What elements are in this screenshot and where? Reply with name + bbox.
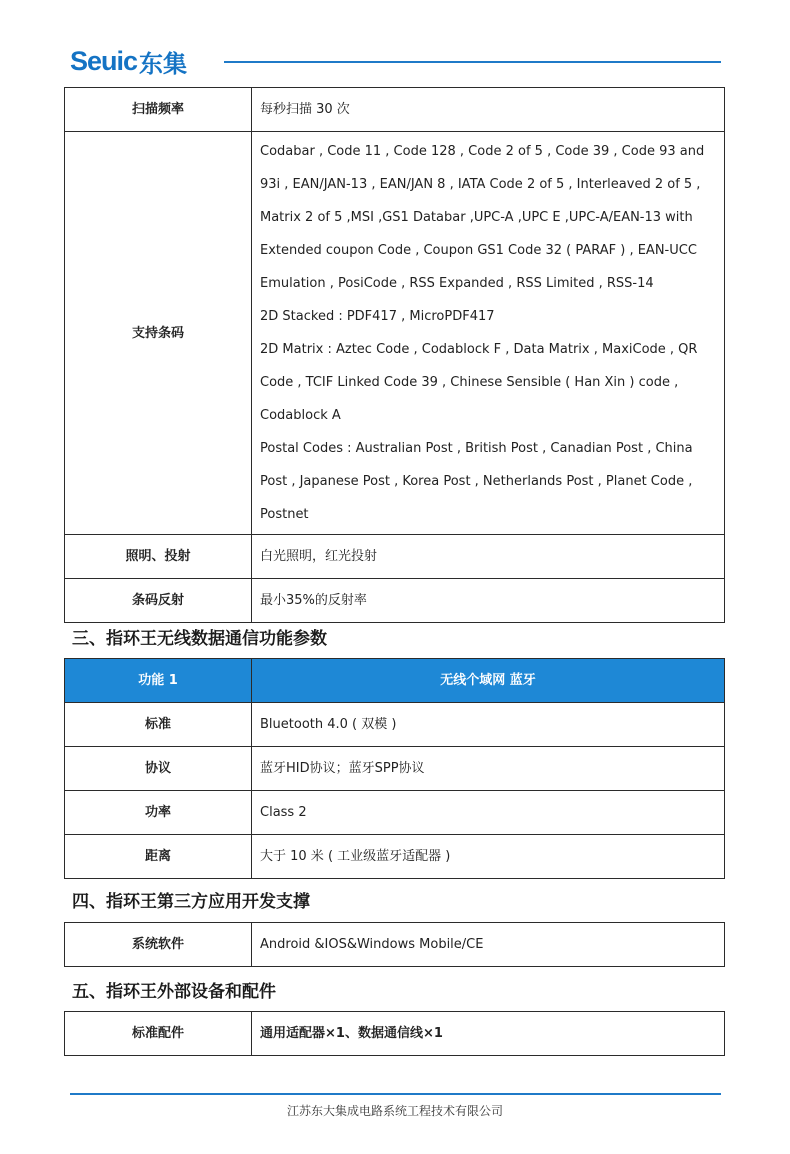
spec-value: 每秒扫描 30 次	[252, 88, 725, 132]
spec-key: 扫描频率	[65, 88, 252, 132]
table-row	[65, 1012, 725, 1056]
company-logo	[70, 44, 187, 78]
table-header-row	[65, 659, 725, 703]
spec-value: 大于 10 米 ( 工业级蓝牙适配器 )	[252, 835, 725, 879]
spec-value: 蓝牙HID协议；蓝牙SPP协议	[252, 747, 725, 791]
table-row	[65, 791, 725, 835]
header-key: 功能 1	[65, 659, 252, 703]
header-rule	[224, 61, 721, 63]
wireless-spec-table	[64, 658, 725, 879]
spec-key: 距离	[65, 835, 252, 879]
spec-key: 标准	[65, 703, 252, 747]
spec-key: 协议	[65, 747, 252, 791]
scan-spec-table	[64, 87, 725, 623]
logo-text-en: Seuic	[70, 45, 138, 76]
header-value: 无线个域网 蓝牙	[252, 659, 725, 703]
spec-key: 系统软件	[65, 923, 252, 967]
software-spec-table	[64, 922, 725, 967]
spec-value: 白光照明，红光投射	[252, 535, 725, 579]
footer-company-name: 江苏东大集成电路系统工程技术有限公司	[286, 1104, 503, 1118]
table-row	[65, 579, 725, 623]
table-row	[65, 703, 725, 747]
accessories-spec-table	[64, 1011, 725, 1056]
spec-key: 支持条码	[65, 132, 252, 535]
table-row	[65, 923, 725, 967]
spec-value: Codabar , Code 11 , Code 128 , Code 2 of 5 , Code 39 , Code 93 and 93i , EAN/JAN-13 , EAN/JAN 8 , IATA Code 2 of 5 , Interleaved 2 of 5 , Matrix 2 of 5 ,MSI ,GS1 Databar ,UPC-A ,UPC E ,UPC-A/EAN-13 with Extended coupon Code , Coupon GS1 Code 32 ( PARAF ) , EAN-UCC Emulation , PosiCode , RSS Expanded , RSS Limited , RSS-14 2D Stacked : PDF417 , MicroPDF417 2D Matrix : Aztec Code , Codablock F , Data Matrix , MaxiCode , QR Code , TCIF Linked Code 39 , Chinese Sensible ( Han Xin ) code , Codablock A Postal Codes : Australian Post , British Post , Canadian Post , China Post , Japanese Post , Korea Post , Netherlands Post , Planet Code , Postnet	[252, 132, 725, 535]
table-row	[65, 132, 725, 535]
section-title-accessories: 五、指环王外部设备和配件	[72, 982, 276, 1002]
footer-rule	[70, 1093, 721, 1095]
spec-key: 标准配件	[65, 1012, 252, 1056]
table-row	[65, 835, 725, 879]
spec-value: 通用适配器×1、数据通信线×1	[252, 1012, 725, 1056]
spec-key: 条码反射	[65, 579, 252, 623]
spec-value: Android &IOS&Windows Mobile/CE	[252, 923, 725, 967]
spec-value: Class 2	[252, 791, 725, 835]
spec-key: 照明、投射	[65, 535, 252, 579]
table-row	[65, 747, 725, 791]
spec-key: 功率	[65, 791, 252, 835]
table-row	[65, 535, 725, 579]
section-title-thirdparty: 四、指环王第三方应用开发支撑	[72, 892, 310, 912]
logo-text-cn: 东集	[139, 49, 188, 78]
spec-value: Bluetooth 4.0 ( 双模 )	[252, 703, 725, 747]
section-title-wireless: 三、指环王无线数据通信功能参数	[72, 629, 327, 649]
spec-value: 最小35%的反射率	[252, 579, 725, 623]
table-row	[65, 88, 725, 132]
